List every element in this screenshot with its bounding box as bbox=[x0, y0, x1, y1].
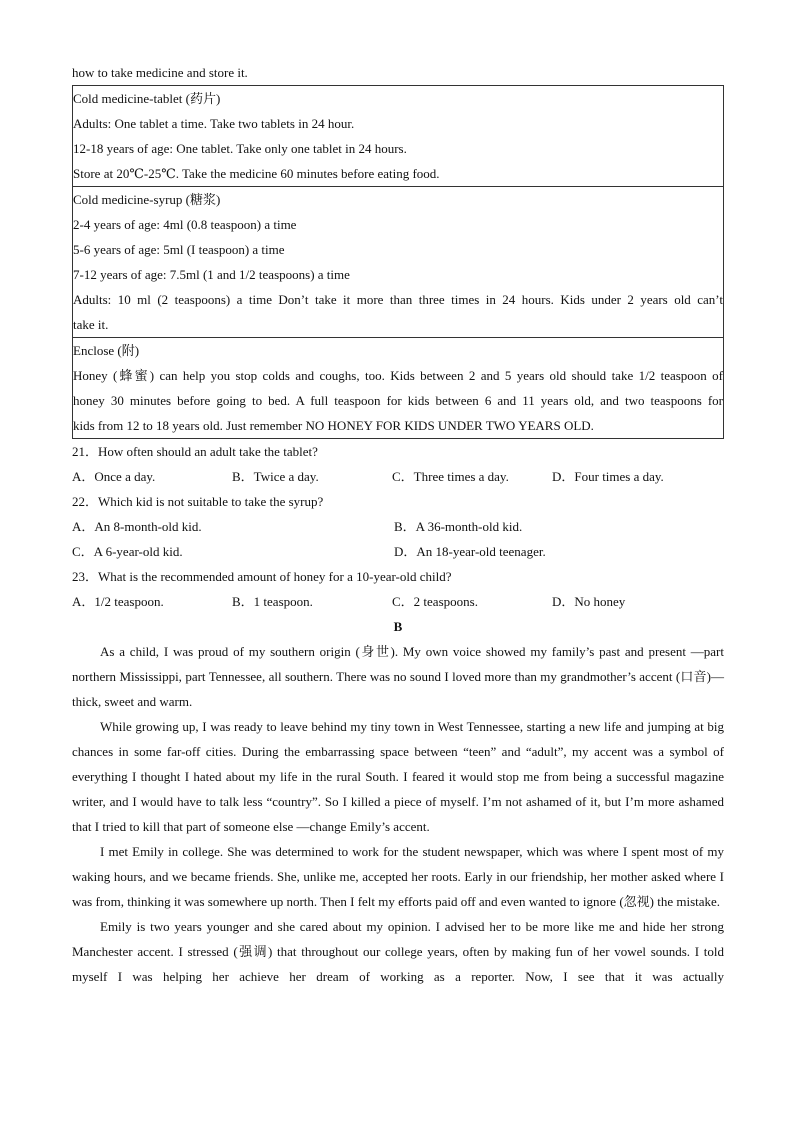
question-stem: 22．Which kid is not suitable to take the syrup? bbox=[72, 494, 324, 509]
question-options bbox=[72, 589, 724, 614]
question-stem: 23．What is the recommended amount of honey for a 10-year-old child? bbox=[72, 569, 452, 584]
option-a: A．An 8-month-old kid. bbox=[72, 519, 202, 534]
enclose-line: honey 30 minutes before going to bed. A full teaspoon for kids between 6 and 11 years old, and two teaspoons for bbox=[73, 393, 723, 408]
tablet-line: 12-18 years of age: One tablet. Take only one tablet in 24 hours. bbox=[73, 141, 407, 156]
tablet-line: Adults: One tablet a time. Take two tablets in 24 hour. bbox=[73, 116, 355, 131]
enclose-line: Honey (蜂蜜) can help you stop colds and coughs, too. Kids between 2 and 5 years old should take 1/2 teaspoon of bbox=[73, 368, 723, 383]
question-options bbox=[72, 539, 724, 564]
tablet-line: Store at 20℃-25℃. Take the medicine 60 minutes before eating food. bbox=[73, 166, 440, 181]
option-b: B．1 teaspoon. bbox=[232, 594, 313, 609]
tablet-section bbox=[73, 86, 723, 186]
option-a: A．Once a day. bbox=[72, 469, 156, 484]
syrup-line: 5-6 years of age: 5ml (I teaspoon) a time bbox=[73, 242, 285, 257]
question-21 bbox=[72, 439, 724, 489]
option-d: D．Four times a day. bbox=[552, 469, 664, 484]
enclose-section bbox=[73, 337, 723, 438]
syrup-line: take it. bbox=[73, 317, 109, 332]
question-stem: 21．How often should an adult take the tablet? bbox=[72, 444, 318, 459]
question-23 bbox=[72, 564, 724, 614]
enclose-line: kids from 12 to 18 years old. Just remember NO HONEY FOR KIDS UNDER TWO YEARS OLD. bbox=[73, 418, 594, 433]
passage-paragraph: While growing up, I was ready to leave behind my tiny town in West Tennessee, starting a new life and jumping at big chances in some far-off cities. During the embarrassing space between “teen” and “adult”, my accent was a symbol of everything I thought I hated about my life in the rural South. I feared it would stop me from being a successful magazine writer, and I would have to talk less “country”. So I killed a piece of myself. I’m not ashamed of it, but I’m more ashamed that I tried to kill that part of someone else —change Emily’s accent. bbox=[72, 719, 724, 834]
syrup-line: 2-4 years of age: 4ml (0.8 teaspoon) a time bbox=[73, 217, 297, 232]
section-b-heading: B bbox=[393, 619, 403, 634]
question-options bbox=[72, 514, 724, 539]
passage-paragraph: I met Emily in college. She was determined to work for the student newspaper, which was where I spent most of my waking hours, and we became friends. She, unlike me, accepted her roots. Early in our friendship, her mother asked where I was from, thinking it was somewhere up north. Then I felt my efforts paid off and even wanted to ignore (忽视) the mistake. bbox=[72, 844, 724, 909]
option-c: C．Three times a day. bbox=[392, 469, 509, 484]
medicine-info-box bbox=[72, 85, 724, 439]
intro-line: how to take medicine and store it. bbox=[72, 65, 248, 80]
option-d: D．An 18-year-old teenager. bbox=[394, 544, 546, 559]
enclose-title: Enclose (附) bbox=[73, 343, 140, 358]
syrup-title: Cold medicine-syrup (糖浆) bbox=[73, 192, 221, 207]
passage-paragraph: As a child, I was proud of my southern origin (身世). My own voice showed my family’s past and present —part northern Mississippi, part Tennessee, all southern. There was no sound I loved more than my grandmother’s accent (口音)—thick, sweet and warm. bbox=[72, 644, 724, 709]
syrup-line: Adults: 10 ml (2 teaspoons) a time Don’t take it more than three times in 24 hours. Kids under 2 years old can’t bbox=[73, 292, 723, 307]
option-c: C．A 6-year-old kid. bbox=[72, 544, 183, 559]
option-d: D．No honey bbox=[552, 594, 626, 609]
question-options bbox=[72, 464, 724, 489]
syrup-section bbox=[73, 186, 723, 337]
tablet-title: Cold medicine-tablet (药片) bbox=[73, 91, 221, 106]
option-a: A．1/2 teaspoon. bbox=[72, 594, 164, 609]
syrup-line: 7-12 years of age: 7.5ml (1 and 1/2 teaspoons) a time bbox=[73, 267, 350, 282]
option-c: C．2 teaspoons. bbox=[392, 594, 478, 609]
option-b: B．Twice a day. bbox=[232, 469, 319, 484]
page-content bbox=[72, 60, 724, 989]
option-b: B．A 36-month-old kid. bbox=[394, 519, 523, 534]
question-22 bbox=[72, 489, 724, 564]
passage-paragraph: Emily is two years younger and she cared about my opinion. I advised her to be more like me and hide her strong Manchester accent. I stressed (强调) that throughout our college years, often by making fun of her vowel sounds. I told myself I was helping her achieve her dream of working as a reporter. Now, I see that it was actually bbox=[72, 919, 724, 984]
